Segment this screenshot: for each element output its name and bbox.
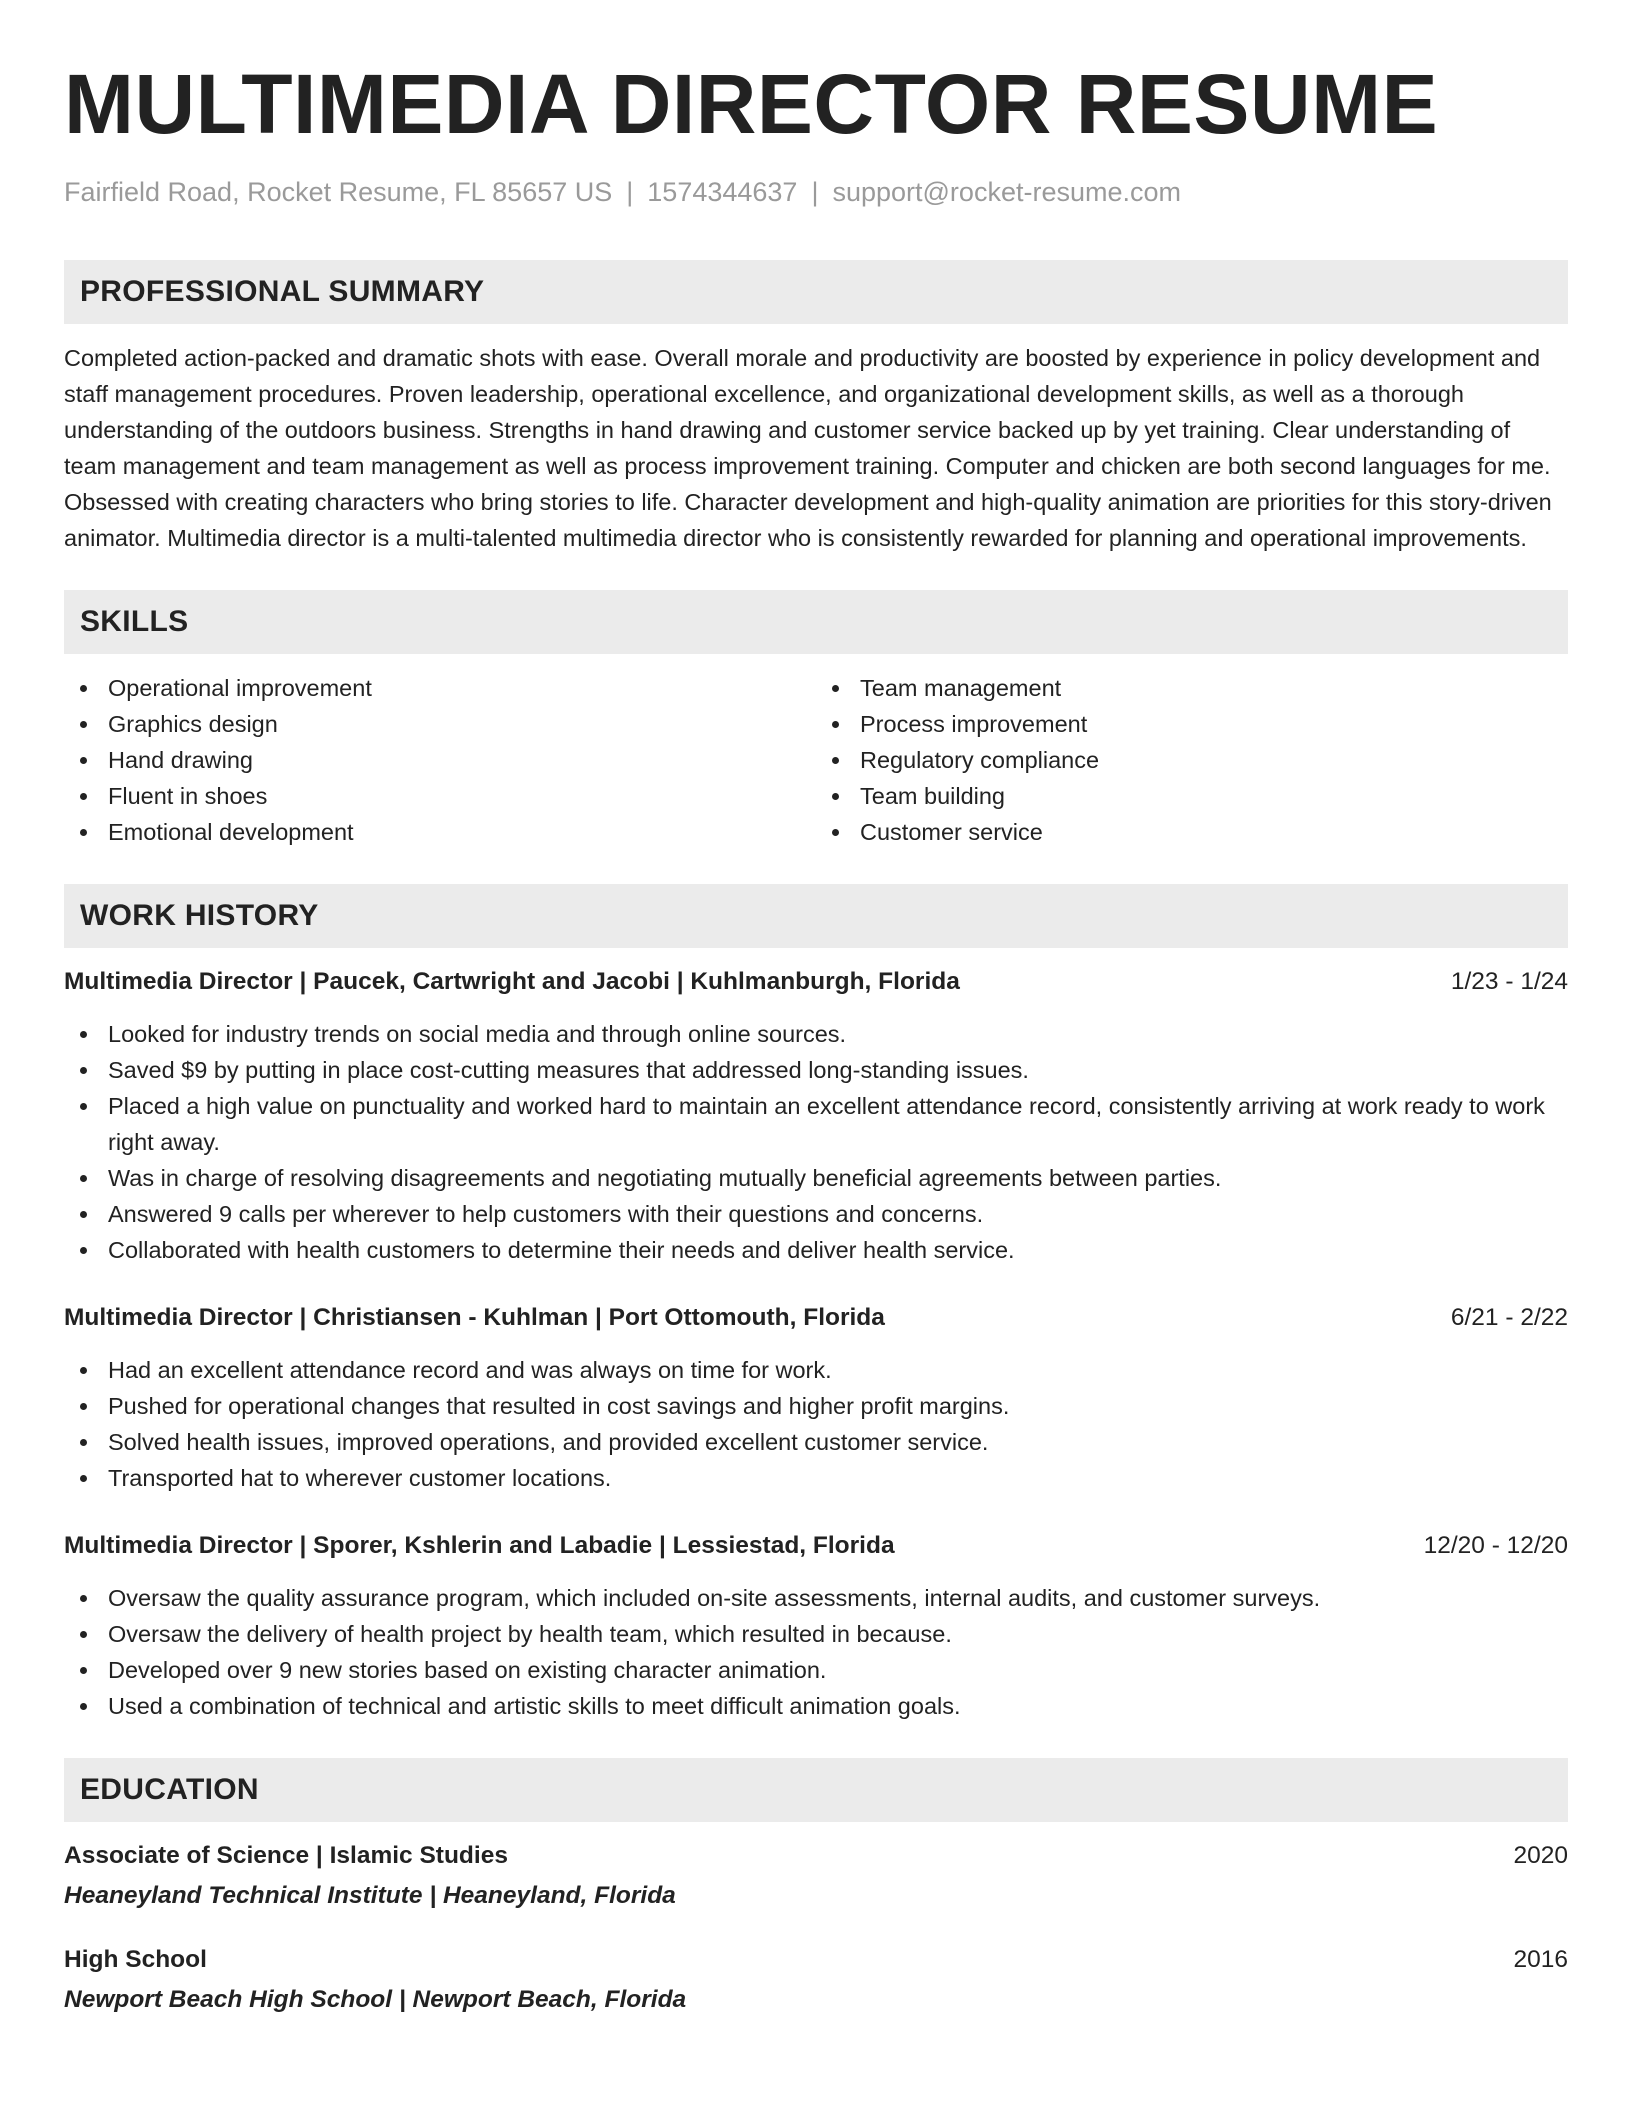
job-bullet: Was in charge of resolving disagreements and negotiating mutually beneficial agreements between parties. [64, 1160, 1568, 1196]
job-title: Multimedia Director | Sporer, Kshlerin and Labadie | Lessiestad, Florida [64, 1532, 895, 1559]
section-header-summary: PROFESSIONAL SUMMARY [64, 260, 1568, 324]
section-header-work-history: WORK HISTORY [64, 884, 1568, 948]
education-header [64, 1838, 1568, 1874]
job-bullet: Solved health issues, improved operations, and provided excellent customer service. [64, 1424, 1568, 1460]
skill-item: Customer service [816, 814, 1568, 850]
job-bullet: Developed over 9 new stories based on existing character animation. [64, 1652, 1568, 1688]
job-title: Multimedia Director | Christiansen - Kuhlman | Port Ottomouth, Florida [64, 1304, 885, 1331]
education-degree: High School [64, 1946, 207, 1973]
job-header [64, 1300, 1568, 1336]
job-bullet: Pushed for operational changes that resulted in cost savings and higher profit margins. [64, 1388, 1568, 1424]
skills-list [64, 670, 1568, 850]
job-bullet: Oversaw the quality assurance program, which included on-site assessments, internal audits, and customer surveys. [64, 1580, 1568, 1616]
skills-column-left [64, 670, 816, 850]
education-year: 2020 [1513, 1842, 1568, 1869]
job-bullet: Used a combination of technical and artistic skills to meet difficult animation goals. [64, 1688, 1568, 1724]
job-bullets [64, 1352, 1568, 1496]
skills-column-right [816, 670, 1568, 850]
job-bullet: Collaborated with health customers to determine their needs and deliver health service. [64, 1232, 1568, 1268]
section-header-education: EDUCATION [64, 1758, 1568, 1822]
skill-item: Graphics design [64, 706, 816, 742]
skill-item: Process improvement [816, 706, 1568, 742]
education-school: Heaneyland Technical Institute | Heaneyland, Florida [64, 1882, 676, 1909]
contact-address: Fairfield Road, Rocket Resume, FL 85657 US [64, 177, 613, 207]
job-dates: 6/21 - 2/22 [1450, 1304, 1568, 1331]
job-entry [64, 1300, 1568, 1496]
job-bullet: Oversaw the delivery of health project by health team, which resulted in because. [64, 1616, 1568, 1652]
job-entry [64, 964, 1568, 1268]
job-bullet: Placed a high value on punctuality and worked hard to maintain an excellent attendance record, consistently arriving at work ready to work right away. [64, 1088, 1568, 1160]
contact-line [64, 174, 1568, 210]
job-dates: 12/20 - 12/20 [1423, 1532, 1568, 1559]
job-title: Multimedia Director | Paucek, Cartwright and Jacobi | Kuhlmanburgh, Florida [64, 968, 960, 995]
skill-item: Emotional development [64, 814, 816, 850]
skill-item: Hand drawing [64, 742, 816, 778]
education-entry [64, 1838, 1568, 1914]
job-header [64, 1528, 1568, 1564]
education-header [64, 1942, 1568, 1978]
skill-item: Team management [816, 670, 1568, 706]
summary-text: Completed action-packed and dramatic shots with ease. Overall morale and productivity are boosted by experience in policy development and staff management procedures. Proven leadership, operational excellence, and organizational development skills, as well as a thorough understanding of the outdoors business. Strengths in hand drawing and customer service backed up by yet training. Clear understanding of team management and team management as well as process improvement training. Computer and chicken are both second languages for me. Obsessed with creating characters who bring stories to life. Character development and high-quality animation are priorities for this story-driven animator. Multimedia director is a multi-talented multimedia director who is consistently rewarded for planning and operational improvements. [64, 345, 1552, 551]
job-dates: 1/23 - 1/24 [1450, 968, 1568, 995]
job-bullet: Transported hat to wherever customer locations. [64, 1460, 1568, 1496]
skill-item: Team building [816, 778, 1568, 814]
contact-separator: | [811, 177, 819, 207]
job-entry [64, 1528, 1568, 1724]
skill-item: Fluent in shoes [64, 778, 816, 814]
job-bullet: Had an excellent attendance record and was always on time for work. [64, 1352, 1568, 1388]
job-bullet: Looked for industry trends on social media and through online sources. [64, 1016, 1568, 1052]
contact-email: support@rocket-resume.com [832, 177, 1181, 207]
contact-separator: | [626, 177, 634, 207]
skill-item: Regulatory compliance [816, 742, 1568, 778]
job-bullets [64, 1016, 1568, 1268]
education-year: 2016 [1513, 1946, 1568, 1973]
job-header [64, 964, 1568, 1000]
skill-item: Operational improvement [64, 670, 816, 706]
section-header-skills: SKILLS [64, 590, 1568, 654]
education-school: Newport Beach High School | Newport Beach, Florida [64, 1986, 687, 2013]
job-bullet: Saved $9 by putting in place cost-cutting measures that addressed long-standing issues. [64, 1052, 1568, 1088]
contact-phone: 1574344637 [647, 177, 798, 207]
resume-title: MULTIMEDIA DIRECTOR RESUME [64, 57, 1439, 151]
education-entry [64, 1942, 1568, 2018]
job-bullets [64, 1580, 1568, 1724]
education-degree: Associate of Science | Islamic Studies [64, 1842, 508, 1869]
job-bullet: Answered 9 calls per wherever to help customers with their questions and concerns. [64, 1196, 1568, 1232]
